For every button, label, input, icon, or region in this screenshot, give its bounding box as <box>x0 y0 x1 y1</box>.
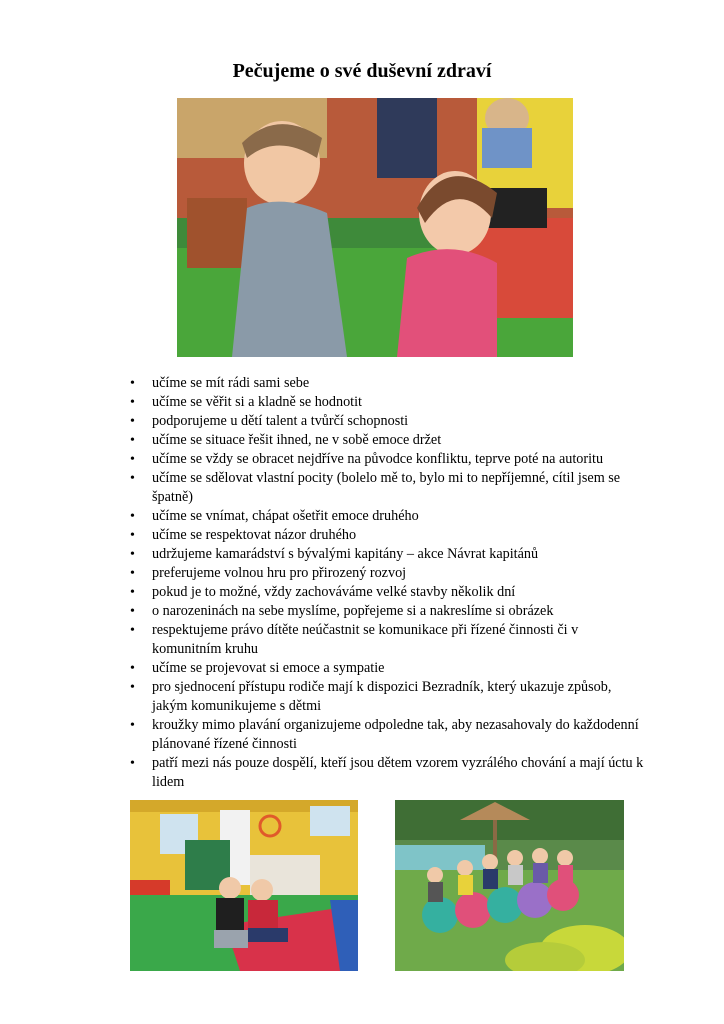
list-item: • učíme se vnímat, chápat ošetřit emoce druhého <box>130 507 650 526</box>
list-item: • patří mezi nás pouze dospělí, kteří jsou dětem vzorem vyzrálého chování a mají úctu k lidem <box>130 754 650 792</box>
bullet-list <box>130 374 650 792</box>
list-item: • o narozeninách na sebe myslíme, popřejeme si a nakreslíme si obrázek <box>130 602 650 621</box>
photo-boys-playing <box>130 800 358 971</box>
list-item: • podporujeme u dětí talent a tvůrčí schopnosti <box>130 412 650 431</box>
list-item: • učíme se vždy se obracet nejdříve na původce konfliktu, teprve poté na autoritu <box>130 450 650 469</box>
list-item: • udržujeme kamarádství s bývalými kapitány – akce Návrat kapitánů <box>130 545 650 564</box>
list-item: • učíme se věřit si a kladně se hodnotit <box>130 393 650 412</box>
list-item: • pokud je to možné, vždy zachováváme velké stavby několik dní <box>130 583 650 602</box>
page-title: Pečujeme o své duševní zdraví <box>232 60 492 82</box>
photo-two-girls <box>177 98 573 357</box>
list-item: • učíme se respektovat názor druhého <box>130 526 650 545</box>
list-item: • učíme se situace řešit ihned, ne v sobě emoce držet <box>130 431 650 450</box>
list-item: • preferujeme volnou hru pro přirozený rozvoj <box>130 564 650 583</box>
list-item: • pro sjednocení přístupu rodiče mají k dispozici Bezradník, který ukazuje způsob, jakým komunikujeme s dětmi <box>130 678 650 716</box>
list-item: • učíme se projevovat si emoce a sympatie <box>130 659 650 678</box>
list-item: • kroužky mimo plavání organizujeme odpoledne tak, aby nezasahovaly do každodenní plánované řízené činnosti <box>130 716 650 754</box>
photo-children-outdoors <box>395 800 624 971</box>
list-item: • respektujeme právo dítěte neúčastnit se komunikace při řízené činnosti či v komunitním kruhu <box>130 621 650 659</box>
list-item: • učíme se sdělovat vlastní pocity (bolelo mě to, bylo mi to nepříjemné, cítil jsem se špatně) <box>130 469 650 507</box>
list-item: • učíme se mít rádi sami sebe <box>130 374 650 393</box>
